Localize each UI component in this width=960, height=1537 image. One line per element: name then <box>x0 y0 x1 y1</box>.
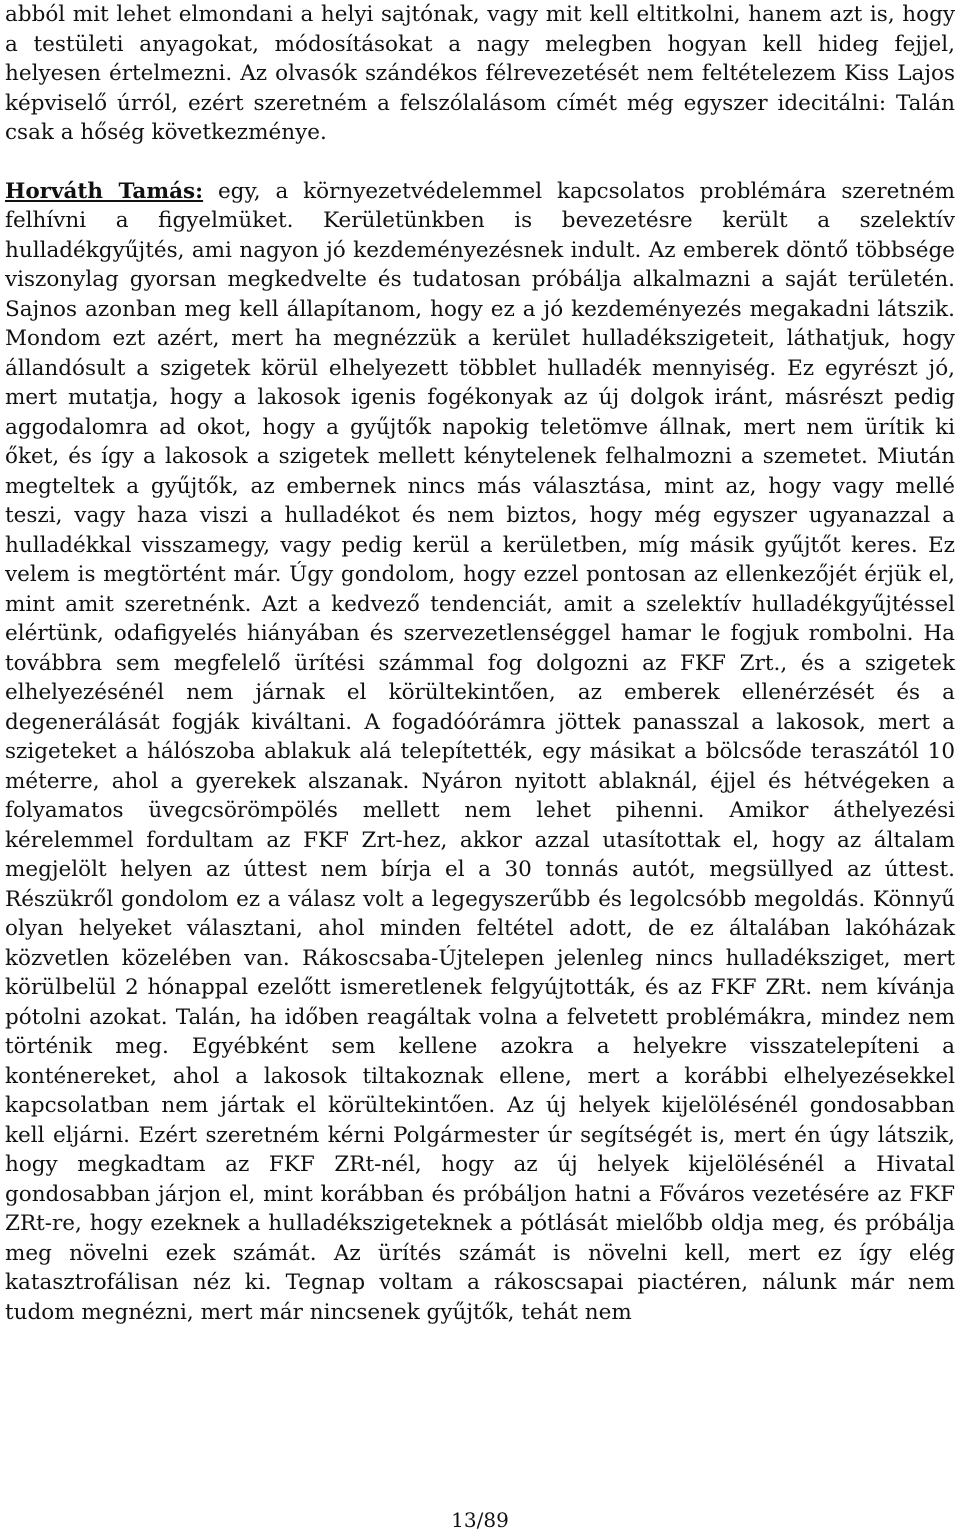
speaker-name: Horváth Tamás: <box>5 178 204 204</box>
paragraph-spacer <box>5 148 955 177</box>
speaker-statement-text: egy, a környezetvédelemmel kapcsolatos problémára szeretném felhívni a figyelmüket. Kerületünkben is bevezetésre került a szelektív hulladékgyűjtés, ami nagyon jó kezdeményezésnek indult. Az emberek döntő többsége viszonylag gyorsan megkedvelte és tudatosan próbálja alkalmazni a saját területén. Sajnos azonban meg kell állapítanom, hogy ez a jó kezdeményezés megakadni látszik. Mondom ezt azért, mert ha megnézzük a kerület hulladékszigeteit, láthatjuk, hogy állandósult a szigetek körül elhelyezett többlet hulladék mennyiség. Ez egyrészt jó, mert mutatja, hogy a lakosok igenis fogékonyak az új dolgok iránt, másrészt pedig aggodalomra ad okot, hogy a gyűjtők napokig teletömve állnak, mert nem ürítik ki őket, és így a lakosok a szigetek mellett kénytelenek felhalmozni a szemetet. Miután megteltek a gyűjtők, az embernek nincs más választása, mint az, hogy vagy mellé teszi, vagy haza viszi a hulladékot és nem biztos, hogy még egyszer ugyanazzal a hulladékkal visszamegy, vagy pedig kerül a kerületben, míg másik gyűjtőt keres. Ez velem is megtörtént már. Úgy gondolom, hogy ezzel pontosan az ellenkezőjét érjük el, mint amit szeretnénk. Azt a kedvező tendenciát, amit a szelektív hulladékgyűjtéssel elértünk, odafigyelés hiányában és szervezetlenséggel hamar le fogjuk rombolni. Ha továbbra sem megfelelő ürítési számmal fog dolgozni az FKF Zrt., és a szigetek elhelyezésénél nem járnak el körültekintően, az emberek ellenérzését és a degenerálását fogják kiváltani. A fogadóórámra jöttek panasszal a lakosok, mert a szigeteket a hálószoba ablakuk alá telepítették, egy másikat a bölcsőde teraszától 10 méterre, ahol a gyerekek alszanak. Nyáron nyitott ablaknál, éjjel és hétvégeken a folyamatos üvegcsörömpölés mellett nem lehet pihenni. Amikor áthelyezési kérelemmel fordultam az FKF Zrt-hez, akkor azzal utasítottak el, hogy az általam megjelölt helyen az úttest nem bírja el a 30 tonnás autót, megsüllyed az úttest. Részükről gondolom ez a válasz volt a legegyszerűbb és legolcsóbb megoldás. Könnyű olyan helyeket választani, ahol minden feltétel adott, de ez általában lakóházak közvetlen közelében van. Rákoscsaba-Újtelepen jelenleg nincs hulladéksziget, mert körülbelül 2 hónappal ezelőtt ismeretlenek felgyújtották, és az FKF ZRt. nem kívánja pótolni azokat. Talán, ha időben reagáltak volna a felvetett problémákra, mindez nem történik meg. Egyébként sem kellene azokra a helyekre visszatelepíteni a konténereket, ahol a lakosok tiltakoznak ellene, mert a korábbi elhelyezésekkel kapcsolatban nem jártak el körültekintően. Az új helyek kijelölésénél gondosabban kell eljárni. Ezért szeretném kérni Polgármester úr segítségét is, mert én úgy látszik, hogy megkadtam az FKF ZRt-nél, hogy az új helyek kijelölésénél a Hivatal gondosabban járjon el, mint korábban és próbáljon hatni a Főváros vezetésére az FKF ZRt-re, hogy ezeknek a hulladékszigeteknek a pótlását mielőbb oldja meg, és próbálja meg növelni ezek számát. Az ürítés számát is növelni kell, mert ez így elég katasztrofálisan néz ki. Tegnap voltam a rákoscsapai piactéren, nálunk már nem tudom megnézni, mert már nincsenek gyűjtők, tehát nem <box>5 178 956 1325</box>
paragraph-speaker-statement <box>5 177 955 1328</box>
page-number: 13/89 <box>451 1508 509 1532</box>
document-page <box>5 0 955 1327</box>
paragraph-continuation: abból mit lehet elmondani a helyi sajtónak, vagy mit kell eltitkolni, hanem azt is, hogy a testületi anyagokat, módosításokat a nagy melegben hogyan kell hideg fejjel, helyesen értelmezni. Az olvasók szándékos félrevezetését nem feltételezem Kiss Lajos képviselő úrról, ezért szeretném a felszólalásom címét még egyszer idecitálni: Talán csak a hőség következménye. <box>5 2 955 145</box>
